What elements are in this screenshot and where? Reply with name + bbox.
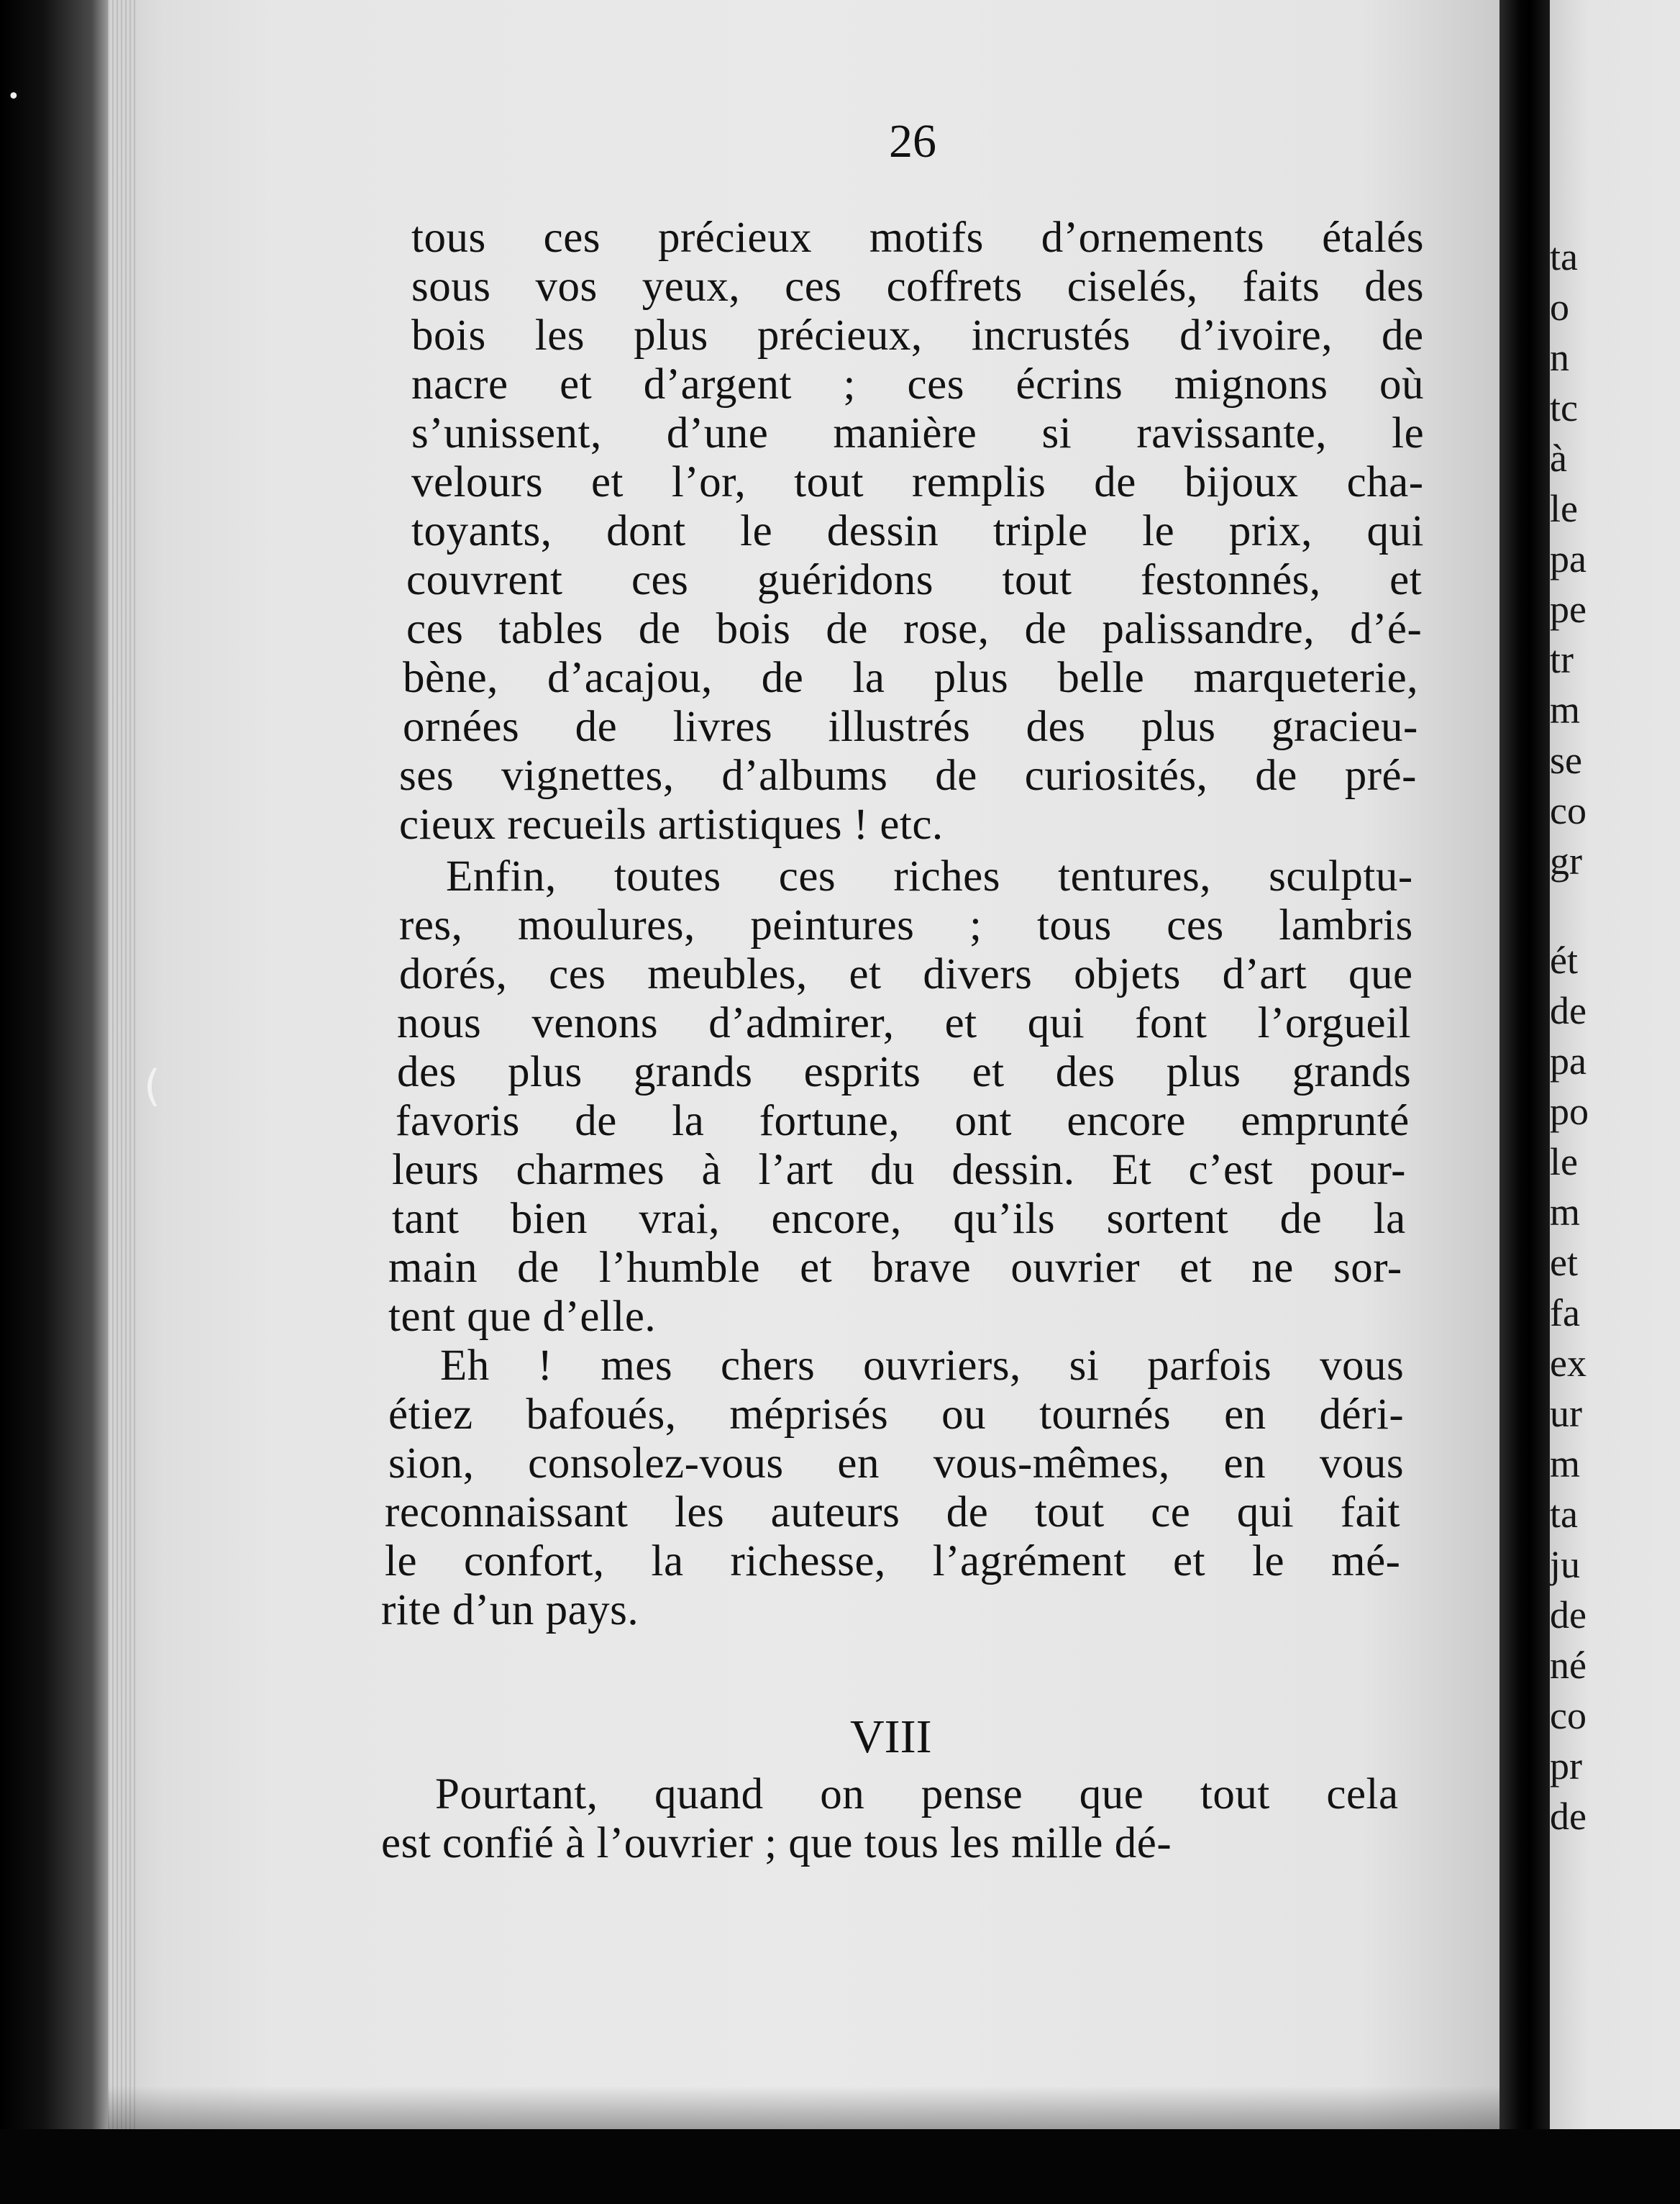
next-page-fragment: de — [1550, 989, 1587, 1032]
text-line: couvrent ces guéridons tout festonnés, et — [406, 556, 1423, 604]
next-page-fragment: de — [1550, 1593, 1587, 1636]
next-page-fragment: de — [1550, 1795, 1587, 1838]
next-page-fragment: m — [1550, 1442, 1581, 1485]
next-page-fragment: le — [1550, 487, 1578, 530]
next-page-fragment: le — [1550, 1140, 1578, 1183]
text-line: tent que d’elle. — [388, 1293, 657, 1341]
text-line: toyants, dont le dessin triple le prix, qui — [411, 507, 1424, 555]
text-line: ornées de livres illustrés des plus gracieu- — [403, 703, 1418, 751]
scan-speck: • — [7, 84, 20, 109]
text-line: reconnaissant les auteurs de tout ce qui fait — [385, 1488, 1400, 1536]
text-line: tant bien vrai, encore, qu’ils sortent de la — [392, 1195, 1406, 1243]
text-line: leurs charmes à l’art du dessin. Et c’est pour- — [392, 1146, 1406, 1194]
text-line: s’unissent, d’une manière si ravissante, le — [411, 409, 1425, 457]
next-page-fragment: et — [1550, 1241, 1578, 1284]
text-line: dorés, ces meubles, et divers objets d’art que — [399, 950, 1413, 998]
next-page-fragment: né — [1550, 1644, 1587, 1687]
next-page-fragment: pe — [1550, 588, 1587, 631]
next-page-fragment: tc — [1550, 386, 1578, 429]
next-page-fragment: ex — [1550, 1342, 1587, 1385]
text-line: Enfin, toutes ces riches tentures, sculptu- — [446, 852, 1413, 901]
text-line: ces tables de bois de rose, de palissandre, d’é- — [406, 605, 1423, 653]
next-page-fragment: ta — [1550, 235, 1578, 278]
next-page-fragment: ét — [1550, 939, 1578, 982]
text-line: cieux recueils artistiques ! etc. — [399, 801, 944, 849]
scan-speck: ( — [144, 1061, 161, 1111]
next-page-fragment: gr — [1550, 839, 1582, 883]
text-line: main de l’humble et brave ouvrier et ne sor- — [388, 1244, 1402, 1292]
text-line: tous ces précieux motifs d’ornements étalés — [411, 214, 1424, 262]
next-page-fragment: pr — [1550, 1744, 1582, 1788]
text-line: res, moulures, peintures ; tous ces lambris — [399, 901, 1413, 950]
next-page-fragment: ta — [1550, 1493, 1578, 1536]
next-page-fragment: co — [1550, 1694, 1587, 1737]
text-line: Pourtant, quand on pense que tout cela — [435, 1770, 1399, 1818]
next-page-fragment: ur — [1550, 1392, 1582, 1435]
next-page-fragment: à — [1550, 437, 1567, 480]
next-page-fragment: pa — [1550, 1039, 1587, 1083]
next-page-fragment: co — [1550, 789, 1587, 832]
next-page-fragment: ju — [1550, 1543, 1581, 1586]
next-page-fragment: m — [1550, 1190, 1581, 1234]
text-line: bène, d’acajou, de la plus belle marqueterie, — [403, 654, 1418, 702]
next-page-fragment: m — [1550, 688, 1581, 732]
text-line: favoris de la fortune, ont encore emprunté — [396, 1097, 1410, 1145]
next-page-fragment: tr — [1550, 638, 1574, 681]
next-page-fragment: n — [1550, 336, 1569, 379]
next-page-fragment: se — [1550, 739, 1582, 782]
text-line: le confort, la richesse, l’agrément et le mé- — [385, 1537, 1401, 1585]
next-page-fragment: o — [1550, 286, 1569, 329]
text-line: nacre et d’argent ; ces écrins mignons où — [411, 360, 1425, 409]
text-line: rite d’un pays. — [381, 1586, 639, 1634]
section-heading: VIII — [850, 1711, 932, 1763]
scan-bottom-border — [0, 2129, 1680, 2204]
next-page-fragment: fa — [1550, 1291, 1580, 1334]
text-line: étiez bafoués, méprisés ou tournés en déri- — [388, 1390, 1405, 1439]
text-line: nous venons d’admirer, et qui font l’orgueil — [397, 999, 1412, 1047]
text-line: est confié à l’ouvrier ; que tous les mille dé- — [381, 1819, 1172, 1867]
text-line: ses vignettes, d’albums de curiosités, de pré- — [399, 752, 1417, 800]
text-line: bois les plus précieux, incrustés d’ivoire, de — [411, 311, 1424, 360]
text-line: velours et l’or, tout remplis de bijoux cha- — [411, 458, 1424, 506]
text-line: sion, consolez-vous en vous-mêmes, en vous — [388, 1439, 1405, 1488]
text-line: des plus grands esprits et des plus grands — [397, 1048, 1412, 1096]
next-page-fragment: pa — [1550, 537, 1587, 580]
text-line: Eh ! mes chers ouvriers, si parfois vous — [440, 1342, 1405, 1390]
text-line: sous vos yeux, ces coffrets ciselés, faits des — [411, 263, 1425, 311]
page-number: 26 — [889, 115, 936, 168]
next-page-fragment: po — [1550, 1090, 1589, 1133]
